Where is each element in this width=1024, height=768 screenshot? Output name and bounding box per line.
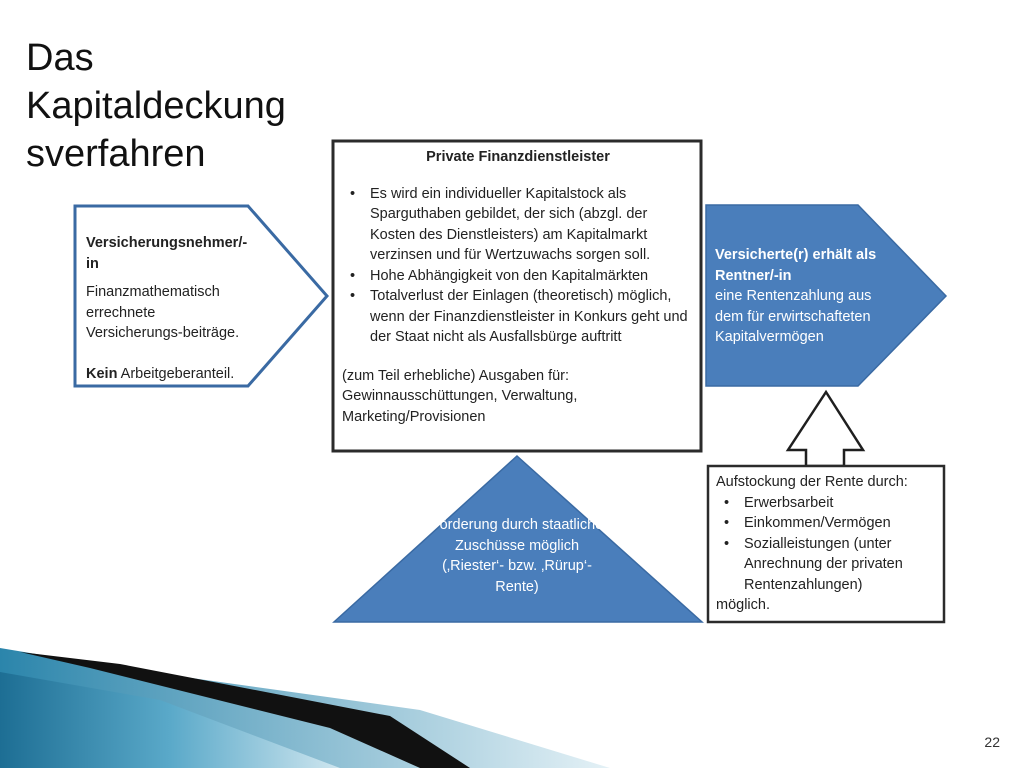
slide-title: Das Kapitaldeckung sverfahren: [26, 37, 286, 175]
bottom-right-box-footer: möglich.: [716, 597, 770, 613]
up-arrow-shape: [788, 392, 863, 466]
center-box-bullet: • Es wird ein individueller Kapitalstock als Sparguthaben gebildet, der sich (abzgl. der Kosten des Dienstleisters) am Kapitalmarkt verzinsen und für Wertzuwachs sorgen soll.: [342, 184, 694, 266]
left-pentagon-text: [86, 233, 256, 384]
center-box-footer: (zum Teil erhebliche) Ausgaben für: Gewinnausschüttungen, Verwaltung, Marketing/Provisionen: [342, 367, 578, 425]
right-pentagon-heading: Versicherte(r) erhält als Rentner/-in: [715, 247, 877, 284]
bottom-right-box-bullets: [716, 493, 938, 596]
center-box-text: [342, 147, 694, 427]
center-box-bullet: • Totalverlust der Einlagen (theoretisch) möglich, wenn der Finanzdienstleister in Konkurs geht und der Staat nicht als Ausfallsbürge auftritt: [342, 286, 694, 348]
bottom-right-box-bullet: • Einkommen/Vermögen: [716, 513, 938, 534]
right-pentagon-text: [715, 245, 895, 348]
left-pentagon-body: Finanzmathematisch errechnete Versicherungs-beiträge.: [86, 284, 240, 341]
center-box-bullets: [342, 184, 694, 348]
triangle-text: Förderung durch staatliche Zuschüsse möglich (‚Riester‘- bzw. ‚Rürup‘-Rente): [430, 517, 604, 595]
bottom-right-box-bullet: • Sozialleistungen (unter Anrechnung der privaten Rentenzahlungen): [716, 534, 938, 596]
right-pentagon-body: eine Rentenzahlung aus dem für erwirtschafteten Kapitalvermögen: [715, 288, 872, 345]
bottom-right-box-text: [716, 472, 938, 616]
center-box-bullet: • Hohe Abhängigkeit von den Kapitalmärkten: [342, 266, 694, 287]
bottom-right-box-heading: Aufstockung der Rente durch:: [716, 474, 908, 490]
center-box-heading: Private Finanzdienstleister: [426, 149, 610, 165]
bottom-right-box-bullet: • Erwerbsarbeit: [716, 493, 938, 514]
left-pentagon-footer: [86, 364, 256, 385]
page-number: 22: [984, 734, 1000, 750]
left-pentagon-heading: Versicherungsnehmer/-in: [86, 235, 248, 272]
left-pentagon-footer-rest: Arbeitgeberanteil.: [117, 365, 235, 382]
left-pentagon-footer-bold: Kein: [86, 365, 118, 382]
